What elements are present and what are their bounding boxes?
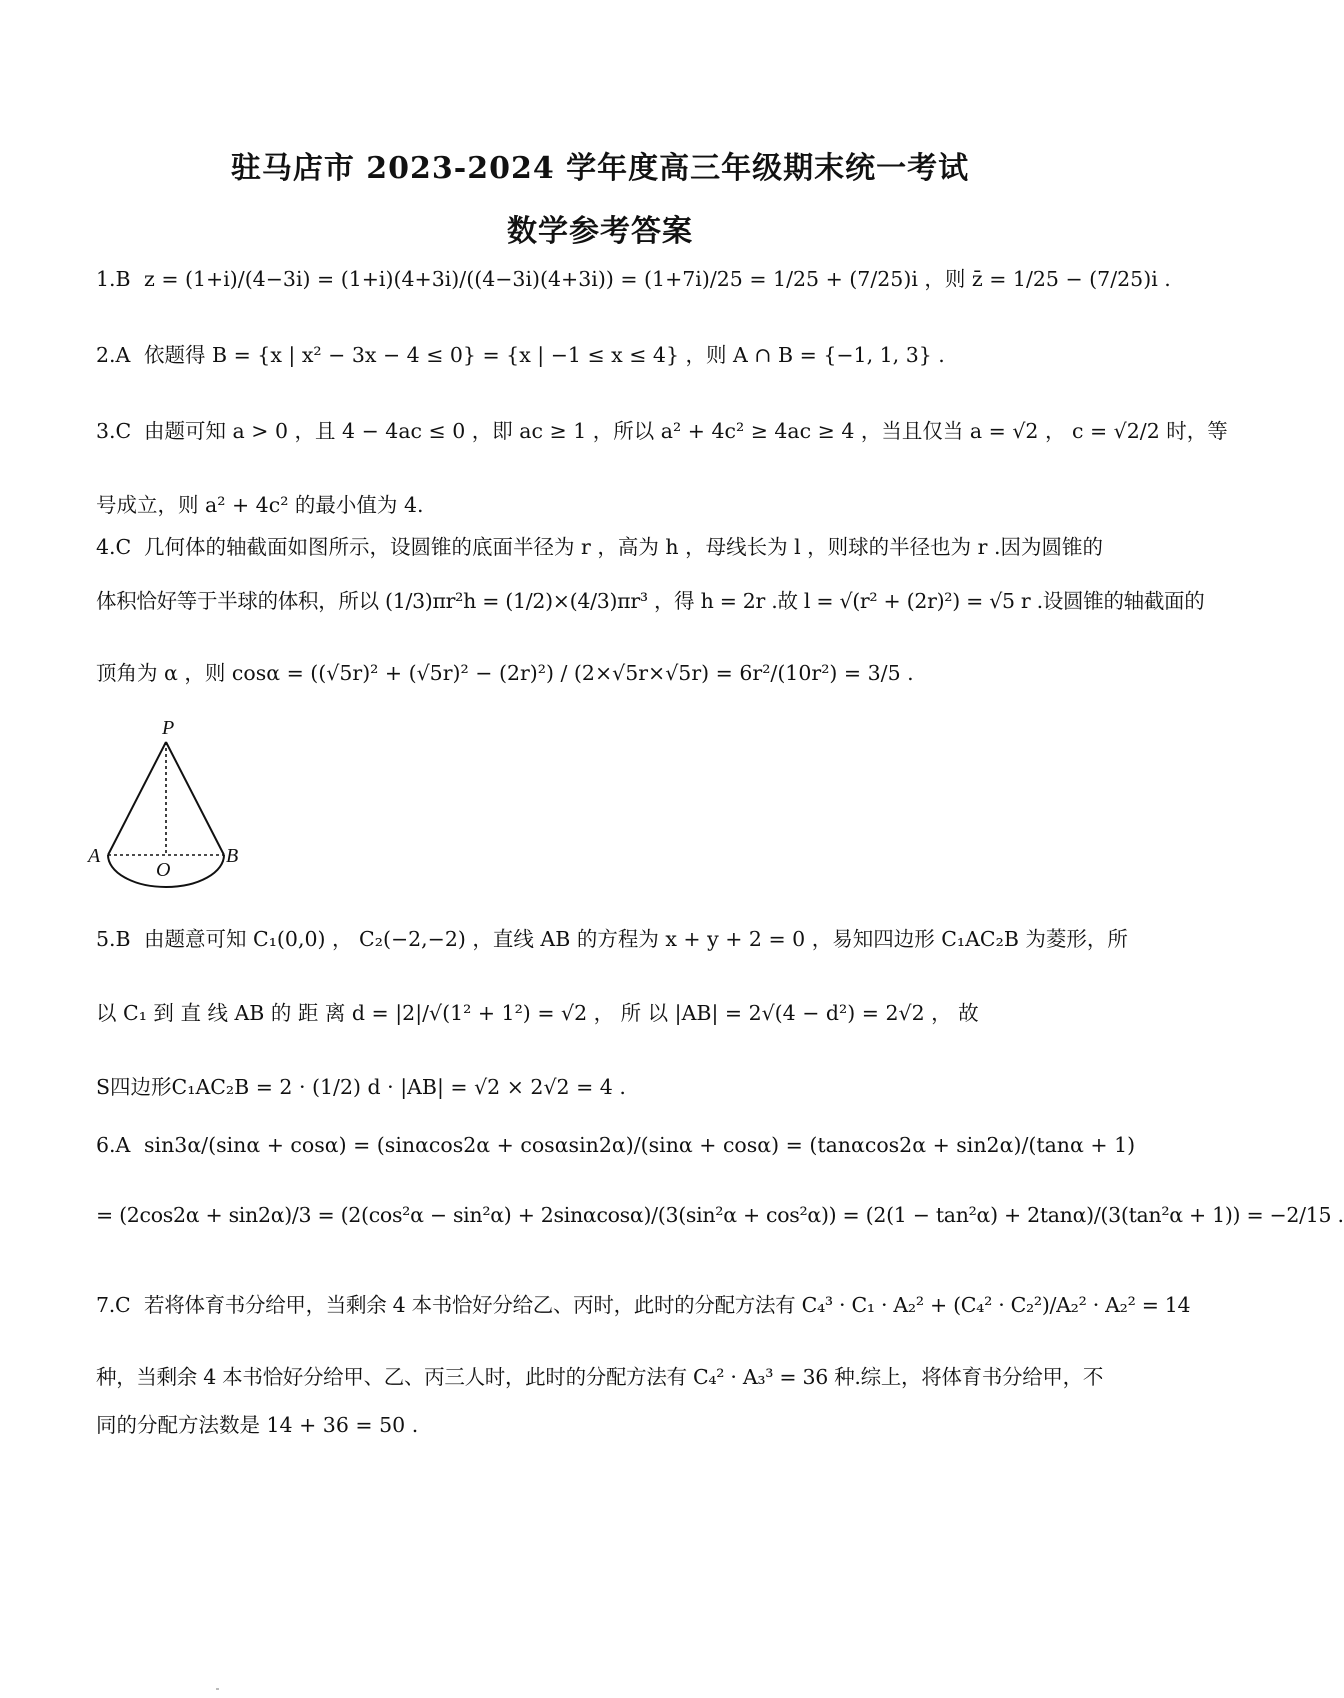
answer-number: 2.A [96,343,131,367]
page-mark [216,1688,219,1690]
slant-right [166,742,224,855]
answer-3-line-2: 号成立，则 a² + 4c² 的最小值为 4. [96,493,424,517]
answer-4 [96,530,1112,564]
answer-number: 4.C [96,535,132,559]
cone-figure [84,714,264,888]
answer-3 [96,414,1228,448]
answer-7-line-2: 种，当剩余 4 本书恰好分给甲、乙、丙三人时，此时的分配方法有 C₄² · A₃³ = 36 种.综上，将体育书分给甲，不 [96,1365,1104,1389]
answer-number: 6.A [96,1133,131,1157]
answer-1 [96,262,1171,296]
answer-text: 几何体的轴截面如图所示，设圆锥的底面半径为 r ，高为 h ，母线长为 l ，则球的半径也为 r .因为圆锥的 [144,535,1104,559]
answer-text: 若将体育书分给甲，当剩余 4 本书恰好分给乙、丙时，此时的分配方法有 C₄³ · C₁ · A₂² + (C₄² · C₂²)/A₂² · A₂² = 14 [144,1293,1191,1317]
answer-number: 5.B [96,927,131,951]
answer-5 [96,922,1128,956]
page-title: 驻马店市 2023-2024 学年度高三年级期末统一考试 [230,151,970,186]
answer-5-line-2: 以 C₁ 到 直 线 AB 的 距 离 d = |2|/√(1² + 1²) = √2 ， 所 以 |AB| = 2√(4 − d²) = 2√2 ， 故 [96,1001,979,1025]
answer-7 [96,1288,1191,1322]
answer-text: sin3α/(sinα + cosα) = (sinαcos2α + cosαsin2α)/(sinα + cosα) = (tanαcos2α + sin2α)/(tanα + 1) [144,1133,1136,1157]
slant-left [108,742,166,855]
answer-number: 7.C [96,1293,131,1317]
label-b: B [226,845,239,867]
answer-7-line-3: 同的分配方法数是 14 + 36 = 50 . [96,1413,419,1437]
label-a: A [88,845,101,867]
answer-2 [96,338,1112,372]
answer-5-line-3: S四边形C₁AC₂B = 2 · (1/2) d · |AB| = √2 × 2√2 = 4 . [96,1075,626,1099]
answer-6-line-2: = (2cos2α + sin2α)/3 = (2(cos²α − sin²α) + 2sinαcosα)/(3(sin²α + cos²α)) = (2(1 − tan²α) + 2tanα)/(3(tan²α + 1)) = −2/15 . [96,1203,1344,1227]
label-o: O [156,859,171,881]
page-subtitle: 数学参考答案 [507,214,693,249]
label-p: P [162,717,175,739]
answer-4-line-3: 顶角为 α ，则 cosα = ((√5r)² + (√5r)² − (2r)²) / (2×√5r×√5r) = 6r²/(10r²) = 3/5 . [96,661,914,685]
answer-number: 1.B [96,267,131,291]
answer-6 [96,1128,1136,1162]
answer-text: 依题得 B = {x | x² − 3x − 4 ≤ 0} = {x | −1 ≤ x ≤ 4} ，则 A ∩ B = {−1, 1, 3} . [144,343,945,367]
answer-number: 3.C [96,419,132,443]
answer-4-line-2: 体积恰好等于半球的体积，所以 (1/3)πr²h = (1/2)×(4/3)πr³ ，得 h = 2r .故 l = √(r² + (2r)²) = √5 r .设圆锥的轴截面的 [96,589,1205,613]
answer-text: 由题可知 a > 0 ，且 4 − 4ac ≤ 0 ，即 ac ≥ 1 ，所以 a² + 4c² ≥ 4ac ≥ 4 ，当且仅当 a = √2 ， c = √2/2 时，等 [144,419,1228,443]
answer-text: z = (1+i)/(4−3i) = (1+i)(4+3i)/((4−3i)(4+3i)) = (1+7i)/25 = 1/25 + (7/25)i ，则 z̄ = 1/25 − (7/25)i . [144,267,1171,291]
answer-text: 由题意可知 C₁(0,0) ， C₂(−2,−2) ，直线 AB 的方程为 x + y + 2 = 0 ，易知四边形 C₁AC₂B 为菱形，所 [144,927,1128,951]
